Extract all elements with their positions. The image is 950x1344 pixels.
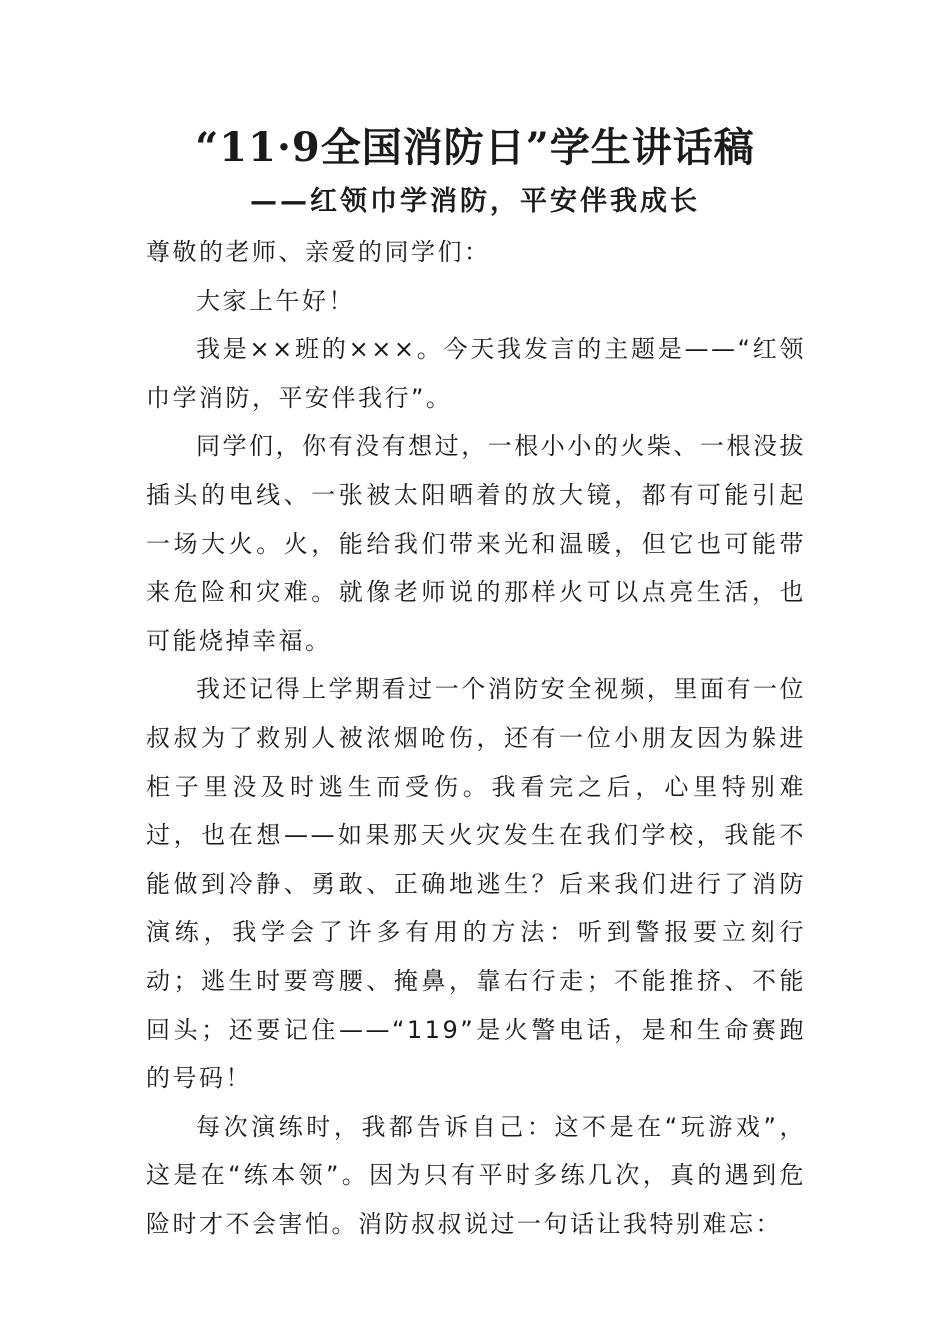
document-title: “11·9全国消防日”学生讲话稿 — [195, 124, 755, 171]
salutation: 尊敬的老师、亲爱的同学们： — [146, 238, 491, 266]
document-body — [146, 228, 806, 1248]
paragraph-introduction: 我是××班的×××。今天我发言的主题是——“红领巾学消防，平安伴我行”。 — [146, 335, 806, 412]
document-subtitle: ——红领巾学消防，平安伴我成长 — [250, 186, 700, 217]
paragraph-safety-video: 我还记得上学期看过一个消防安全视频，里面有一位叔叔为了救别人被浓烟呛伤，还有一位小朋友因为躲进柜子里没及时逃生而受伤。我看完之后，心里特别难过，也在想——如果那天火灾发生在我们学校，我能不能做到冷静、勇敢、正确地逃生？后来我们进行了消防演练，我学会了许多有用的方法：听到警报要立刻行动；逃生时要弯腰、掩鼻，靠右行走；不能推挤、不能回头；还要记住——“119”是火警电话，是和生命赛跑的号码！ — [146, 675, 806, 1093]
paragraph-fire-danger: 同学们，你有没有想过，一根小小的火柴、一根没拔插头的电线、一张被太阳晒着的放大镜，都有可能引起一场大火。火，能给我们带来光和温暖，但它也可能带来危险和灾难。就像老师说的那样火可以点亮生活，也可能烧掉幸福。 — [146, 432, 806, 655]
paragraph-drill: 每次演练时，我都告诉自己：这不是在“玩游戏”，这是在“练本领”。因为只有平时多练几次，真的遇到危险时才不会害怕。消防叔叔说过一句话让我特别难忘： — [146, 1112, 806, 1238]
paragraph-greeting: 大家上午好！ — [196, 286, 355, 315]
